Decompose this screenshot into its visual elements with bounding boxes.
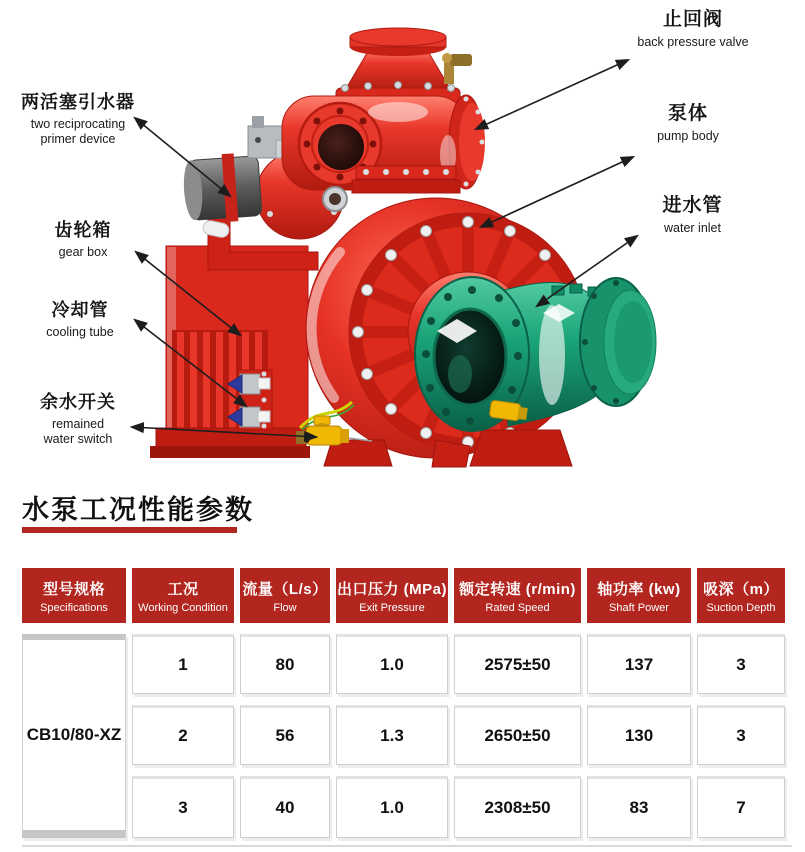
label-cn: 止回阀 — [662, 9, 723, 30]
cell-suction-depth: 3 — [697, 634, 785, 694]
label-en: two reciprocating primer device — [30, 117, 126, 146]
header-shaft-power: 轴功率 (kw) Shaft Power — [587, 568, 691, 623]
label-cn: 齿轮箱 — [54, 220, 112, 240]
label-en: cooling tube — [46, 325, 114, 339]
label-en: remained water switch — [43, 417, 113, 446]
label-en: pump body — [657, 129, 719, 143]
cell-shaft-power: 83 — [587, 776, 691, 838]
neck-flange — [352, 166, 460, 193]
brass-valve — [442, 53, 472, 84]
spec-table — [22, 568, 785, 838]
cell-suction-depth: 3 — [697, 705, 785, 765]
model-cell: CB10/80-XZ — [22, 634, 126, 838]
label-gear-box — [28, 218, 138, 260]
header-working-condition: 工况 Working Condition — [132, 568, 234, 623]
title-underline — [22, 527, 237, 533]
section-title: 水泵工况性能参数 — [22, 495, 254, 525]
cell-exit-pressure: 1.0 — [336, 776, 448, 838]
label-cn: 余水开关 — [40, 392, 116, 412]
cell-rated-speed: 2575±50 — [454, 634, 581, 694]
label-cn: 泵体 — [667, 103, 708, 124]
gear-box — [150, 246, 310, 458]
cell-condition: 2 — [132, 705, 234, 765]
cell-exit-pressure: 1.3 — [336, 705, 448, 765]
cell-condition: 1 — [132, 634, 234, 694]
label-en: water inlet — [664, 221, 721, 235]
cell-exit-pressure: 1.0 — [336, 634, 448, 694]
cell-suction-depth: 7 — [697, 776, 785, 838]
label-cn: 两活塞引水器 — [21, 92, 135, 112]
label-cn: 进水管 — [662, 195, 723, 216]
label-pump-body — [612, 102, 764, 144]
label-water-inlet — [615, 194, 770, 236]
cell-flow: 40 — [240, 776, 330, 838]
cell-condition: 3 — [132, 776, 234, 838]
header-specifications: 型号规格 Specifications — [22, 568, 126, 623]
cell-rated-speed: 2308±50 — [454, 776, 581, 838]
bottom-divider — [22, 845, 792, 847]
label-en: back pressure valve — [637, 35, 749, 49]
water-inlet-pipe — [415, 277, 656, 431]
header-flow: 流量（L/s） Flow — [240, 568, 330, 623]
label-en: gear box — [58, 245, 108, 259]
label-primer-device — [20, 90, 136, 147]
header-rated-speed: 额定转速 (r/min) Rated Speed — [454, 568, 581, 623]
label-cooling-tube — [25, 298, 135, 340]
cell-rated-speed: 2650±50 — [454, 705, 581, 765]
label-back-pressure-valve — [608, 8, 778, 50]
header-exit-pressure: 出口压力 (MPa) Exit Pressure — [336, 568, 448, 623]
label-water-switch — [22, 390, 134, 447]
cell-shaft-power: 137 — [587, 634, 691, 694]
cell-flow: 56 — [240, 705, 330, 765]
header-suction-depth: 吸深（m） Suction Depth — [697, 568, 785, 623]
label-cn: 冷却管 — [51, 300, 109, 320]
cell-flow: 80 — [240, 634, 330, 694]
cell-shaft-power: 130 — [587, 705, 691, 765]
